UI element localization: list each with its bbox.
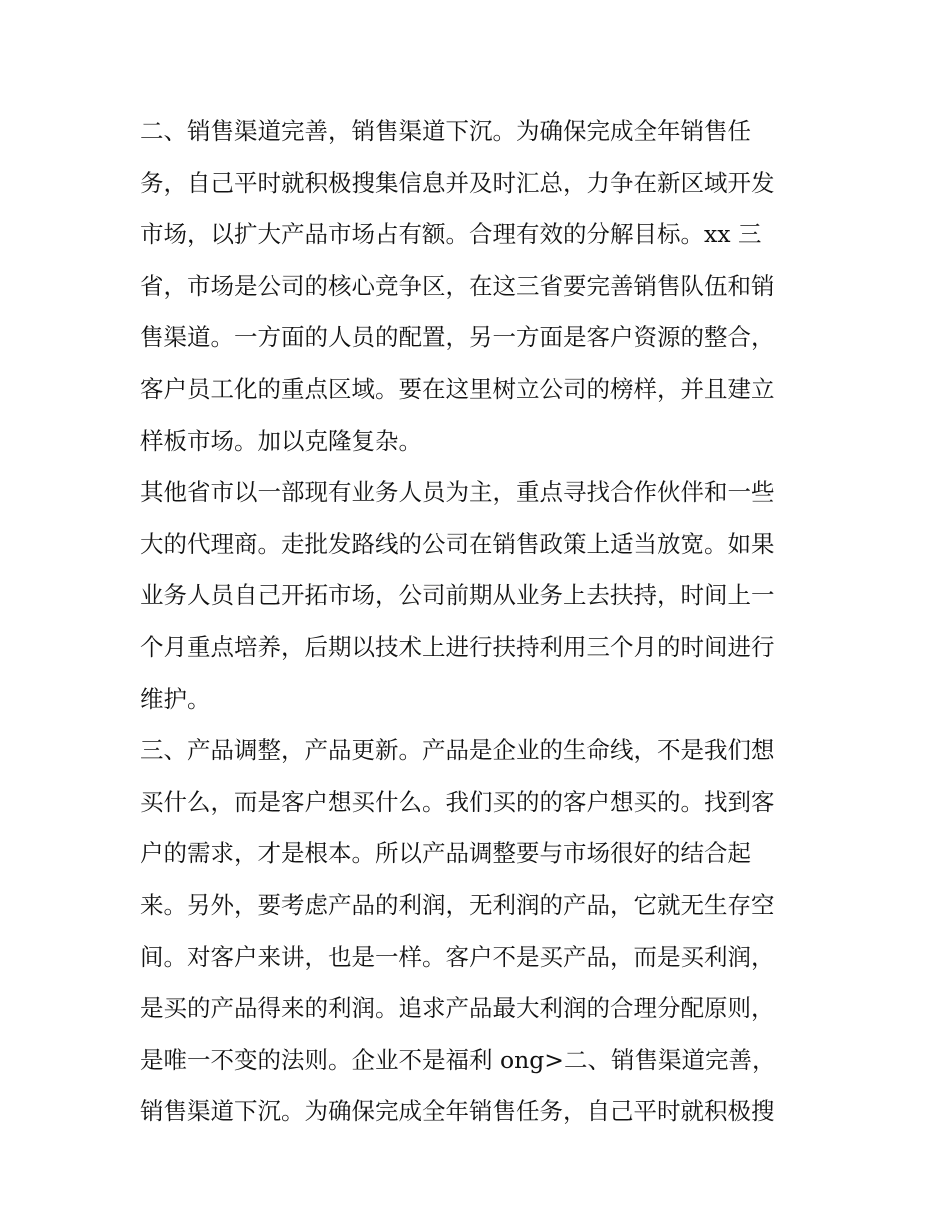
text-line: 样板市场。加以克隆复杂。 xyxy=(140,426,422,455)
text-line: 市场，以扩大产品市场占有额。合理有效的分解目标。xx 三 xyxy=(140,220,762,249)
text-line: 间。对客户来讲，也是一样。客户不是买产品，而是买利润， xyxy=(140,942,775,971)
text-line: 其他省市以一部现有业务人员为主，重点寻找合作伙伴和一些 xyxy=(140,478,775,507)
text-line: 省，市场是公司的核心竞争区，在这三省要完善销售队伍和销 xyxy=(140,271,775,300)
text-line: 户的需求，才是根本。所以产品调整要与市场很好的结合起 xyxy=(140,839,751,868)
text-line: 业务人员自己开拓市场，公司前期从业务上去扶持，时间上一 xyxy=(140,581,775,610)
text-line: 是唯一不变的法则。企业不是福利 ong>二、销售渠道完善， xyxy=(140,1045,776,1074)
text-line: 个月重点培养，后期以技术上进行扶持利用三个月的时间进行 xyxy=(140,632,775,661)
text-line: 客户员工化的重点区域。要在这里树立公司的榜样，并且建立 xyxy=(140,374,775,403)
text-line: 来。另外，要考虑产品的利润，无利润的产品，它就无生存空 xyxy=(140,890,775,919)
document-body xyxy=(140,106,815,1138)
text-line: 二、销售渠道完善，销售渠道下沉。为确保完成全年销售任 xyxy=(140,117,751,145)
text-line: 是买的产品得来的利润。追求产品最大利润的合理分配原则， xyxy=(140,994,775,1023)
text-line: 大的代理商。走批发路线的公司在销售政策上适当放宽。如果 xyxy=(140,529,775,558)
text-line: 务，自己平时就积极搜集信息并及时汇总，力争在新区域开发 xyxy=(140,168,775,197)
text-line: 销售渠道下沉。为确保完成全年销售任务，自己平时就积极搜 xyxy=(140,1097,775,1126)
text-line: 买什么，而是客户想买什么。我们买的的客户想买的。找到客 xyxy=(140,787,775,816)
text-line: 售渠道。一方面的人员的配置，另一方面是客户资源的整合， xyxy=(140,323,775,352)
text-line: 维护。 xyxy=(140,684,211,713)
text-line: 三、产品调整，产品更新。产品是企业的生命线，不是我们想 xyxy=(140,736,775,765)
